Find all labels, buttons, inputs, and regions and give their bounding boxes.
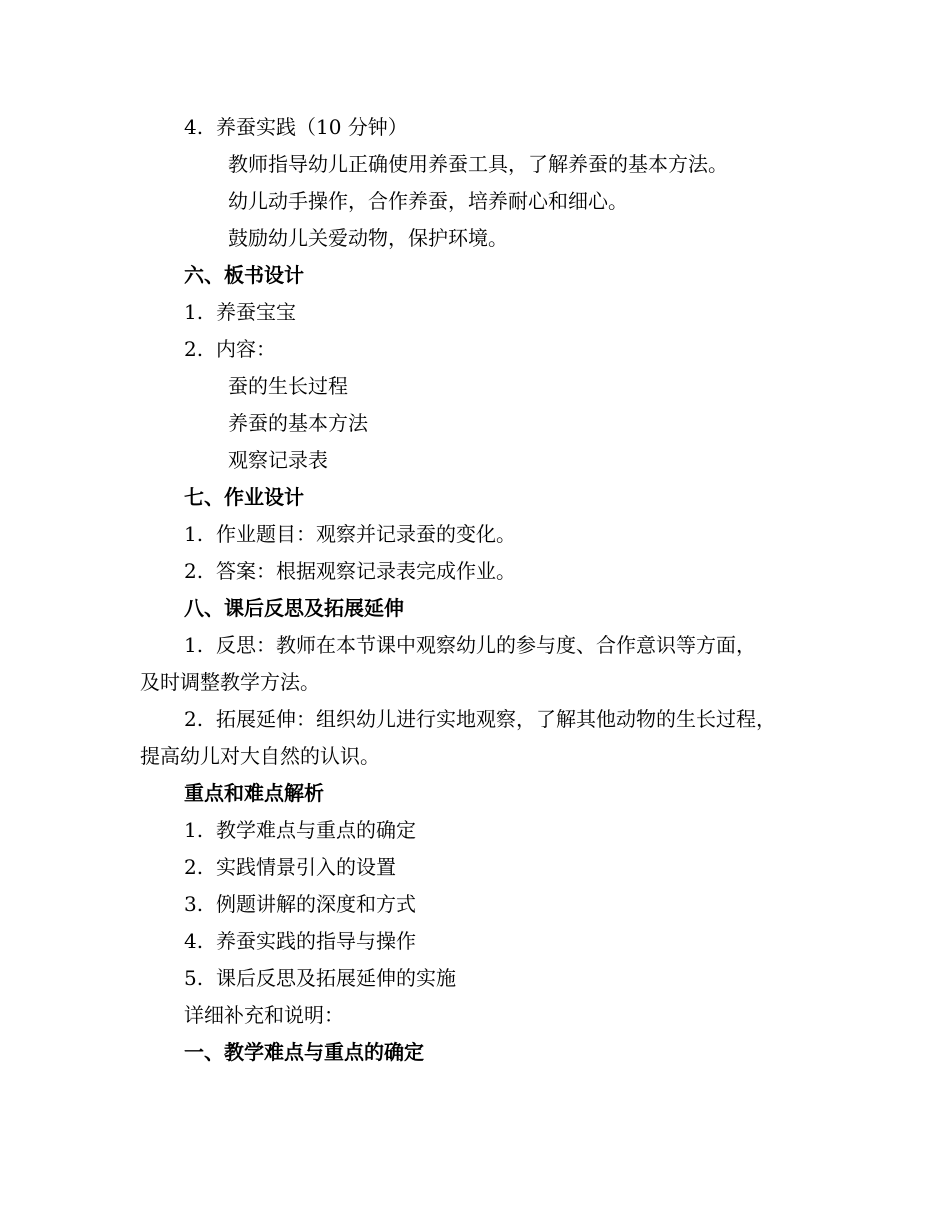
list-item [184,706,776,732]
sub-item: 养蚕的基本方法 [228,411,368,435]
list-text: 养蚕实践的指导与操作 [216,929,416,953]
section-heading: 六、板书设计 [184,263,304,287]
sub-item: 蚕的生长过程 [228,374,348,398]
practice-item: 教师指导幼儿正确使用养蚕工具，了解养蚕的基本方法。 [228,152,728,176]
list-number: 1. [184,633,204,657]
list-item [184,632,756,658]
list-item [184,336,276,362]
section-heading: 八、课后反思及拓展延伸 [184,596,404,620]
list-text: 课后反思及拓展延伸的实施 [216,966,456,990]
list-item [184,521,516,547]
list-text: 作业题目：观察并记录蚕的变化。 [216,522,516,546]
list-text-continuation: 提高幼儿对大自然的认识。 [140,744,380,768]
list-item [184,817,416,843]
list-text: 养蚕宝宝 [216,300,296,324]
list-item [184,854,396,880]
list-text: 反思：教师在本节课中观察幼儿的参与度、合作意识等方面， [216,633,756,657]
list-text-continuation: 及时调整教学方法。 [140,670,320,694]
sub-section-heading: 一、教学难点与重点的确定 [184,1040,424,1064]
detail-label: 详细补充和说明： [184,1003,344,1027]
list-number: 4. [184,929,204,953]
list-number: 2. [184,337,204,361]
list-number: 1. [184,818,204,842]
practice-item: 鼓励幼儿关爱动物，保护环境。 [228,226,508,250]
list-number: 1. [184,522,204,546]
list-item [184,891,416,917]
list-item [184,928,416,954]
sub-item: 观察记录表 [228,448,328,472]
list-number: 2. [184,559,204,583]
list-number: 1. [184,300,204,324]
list-item [184,558,516,584]
list-text: 拓展延伸：组织幼儿进行实地观察，了解其他动物的生长过程， [216,707,776,731]
list-number: 4. [184,115,204,139]
list-text: 例题讲解的深度和方式 [216,892,416,916]
list-number: 2. [184,855,204,879]
list-number: 3. [184,892,204,916]
list-text: 答案：根据观察记录表完成作业。 [216,559,516,583]
list-text: 实践情景引入的设置 [216,855,396,879]
list-text: 内容： [216,337,276,361]
practice-title [184,114,408,140]
list-item [184,299,296,325]
practice-item: 幼儿动手操作，合作养蚕，培养耐心和细心。 [228,189,628,213]
list-text: 教学难点与重点的确定 [216,818,416,842]
section-heading: 七、作业设计 [184,485,304,509]
list-item [184,965,456,991]
list-number: 5. [184,966,204,990]
list-number: 2. [184,707,204,731]
section-heading: 重点和难点解析 [184,781,324,805]
list-text: 养蚕实践（10 分钟） [216,115,408,139]
